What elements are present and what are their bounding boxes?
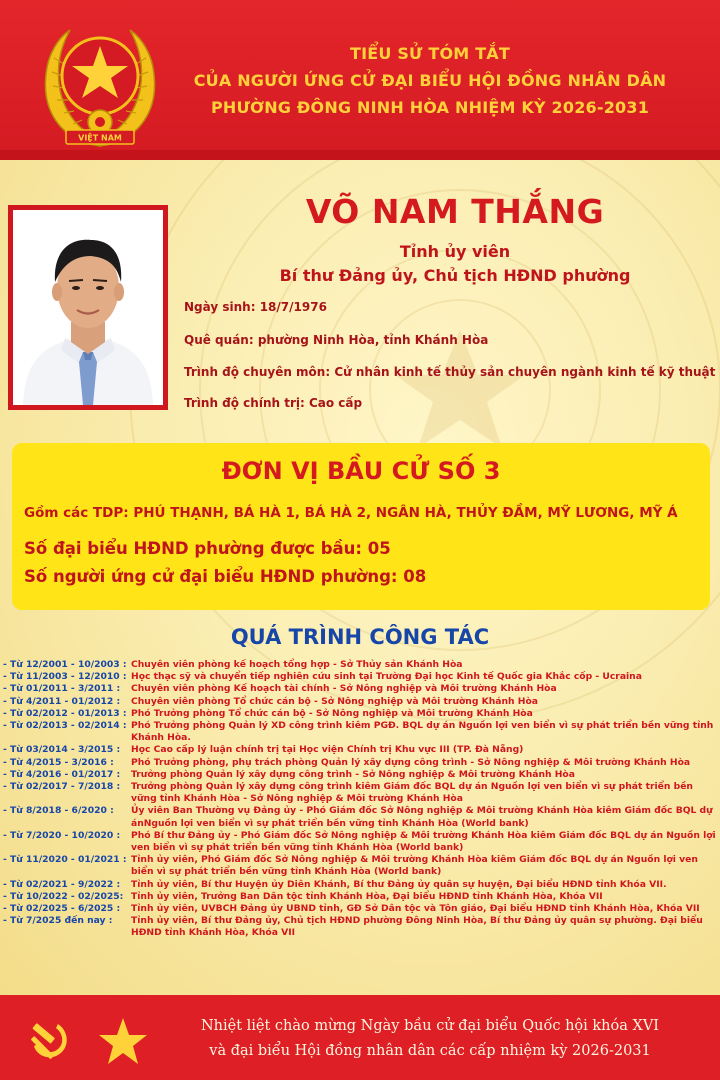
- career-list: [3, 659, 717, 940]
- portrait-icon: [13, 210, 163, 405]
- career-item: [3, 830, 717, 854]
- career-description: Học thạc sỹ và chuyển tiếp nghiên cứu sinh tại Trường Đại học Kinh tế Quốc gia Khắc cốp - Ucraina: [131, 671, 642, 683]
- election-unit-box: [12, 443, 710, 610]
- career-period: - Từ 01/2011 - 3/2011 :: [3, 683, 121, 695]
- info-expertise-value: Cử nhân kinh tế thủy sản chuyên ngành kinh tế kỹ thuật: [334, 365, 716, 379]
- career-item: [3, 854, 717, 878]
- career-description: Chuyên viên phòng kế hoạch tổng hợp - Sở Thủy sản Khánh Hòa: [131, 659, 463, 670]
- career-period: - Từ 10/2022 - 02/2025:: [3, 890, 124, 902]
- hammer-sickle-icon: [28, 1018, 74, 1064]
- info-expertise-label: Trình độ chuyên môn:: [184, 365, 331, 379]
- career-item: [3, 659, 717, 671]
- career-description: Phó Trưởng phòng Quản lý XD công trình kiêm PGĐ. BQL dự án Nguồn lợi ven biển vì sự phát triển bền vững tỉnh Khánh Hòa.: [131, 720, 714, 744]
- career-description: Học Cao cấp lý luận chính trị tại Học viện Chính trị Khu vực III (TP. Đà Nẵng): [131, 744, 524, 756]
- career-period: - Từ 4/2016 - 01/2017 :: [3, 768, 121, 780]
- info-birth: [184, 300, 327, 314]
- career-item: [3, 903, 717, 915]
- career-period: - Từ 7/2025 đến nay :: [3, 915, 113, 927]
- emblem-ribbon-text: VIỆT NAM: [78, 133, 122, 143]
- election-unit-candidates: Số người ứng cử đại biểu HĐND phường: 08: [24, 567, 427, 586]
- career-period: - Từ 02/2025 - 6/2025 :: [3, 903, 121, 915]
- election-unit-title: ĐƠN VỊ BẦU CỬ SỐ 3: [221, 457, 501, 485]
- career-title: QUÁ TRÌNH CÔNG TÁC: [230, 625, 490, 649]
- election-unit-delegates: Số đại biểu HĐND phường được bầu: 05: [24, 539, 391, 558]
- career-item: [3, 769, 717, 781]
- national-emblem-icon: [38, 18, 162, 150]
- career-description: Tỉnh ủy viên, Trưởng Ban Dân tộc tỉnh Khánh Hòa, Đại biểu HĐND tỉnh Khánh Hòa, Khóa VII: [131, 890, 603, 902]
- info-birth-label: Ngày sinh:: [184, 300, 256, 314]
- career-item: [3, 683, 717, 695]
- footer-line-1: Nhiệt liệt chào mừng Ngày bầu cử đại biểu Quốc hội khóa XVI: [200, 1018, 660, 1034]
- star-icon: [97, 1016, 149, 1066]
- candidate-role-2: Bí thư Đảng ủy, Chủ tịch HĐND phường: [279, 266, 631, 285]
- career-item: [3, 720, 717, 744]
- career-period: - Từ 4/2015 - 3/2016 :: [3, 756, 114, 768]
- career-description: Tỉnh ủy viên, UVBCH Đảng ủy UBND tỉnh, GĐ Sở Dân tộc và Tôn giáo, Đại biểu HĐND tỉnh Khánh Hòa, Khóa VII: [131, 903, 700, 915]
- career-period: - Từ 02/2017 - 7/2018 :: [3, 781, 121, 793]
- info-politics: [184, 396, 362, 410]
- career-item: [3, 671, 717, 683]
- info-expertise: [184, 365, 715, 379]
- career-item: [3, 757, 717, 769]
- career-period: - Từ 11/2003 - 12/2010 :: [3, 671, 127, 683]
- career-item: [3, 744, 717, 756]
- election-unit-groups: Gồm các TDP: PHÚ THẠNH, BÁ HÀ 1, BÁ HÀ 2, NGÂN HÀ, THỦY ĐẦM, MỸ LƯƠNG, MỸ Á: [24, 505, 678, 521]
- info-hometown-value: phường Ninh Hòa, tỉnh Khánh Hòa: [257, 333, 489, 347]
- info-politics-label: Trình độ chính trị:: [184, 396, 305, 410]
- career-description: Tỉnh ủy viên, Bí thư Huyện ủy Diên Khánh, Bí thư Đảng ủy quân sự huyện, Đại biểu HĐND tỉnh Khóa VII.: [131, 878, 667, 890]
- career-item: [3, 781, 717, 805]
- career-period: - Từ 03/2014 - 3/2015 :: [3, 744, 121, 756]
- career-period: - Từ 02/2021 - 9/2022 :: [3, 878, 121, 890]
- career-description: Ủy viên Ban Thường vụ Đảng ủy - Phó Giám đốc Sở Nông nghiệp & Môi trường Khánh Hòa kiêm Giám đốc BQL dự ánNguồn lợi ven biển vì sự phát triển bền vững tỉnh Khánh Hòa (World bank): [131, 805, 713, 829]
- candidate-role-1: Tỉnh ủy viên: [399, 242, 511, 261]
- career-period: - Từ 8/2018 - 6/2020 :: [3, 805, 114, 817]
- candidate-photo-frame: [8, 205, 168, 410]
- career-period: - Từ 4/2011 - 01/2012 :: [3, 695, 121, 707]
- career-description: Phó Trưởng phòng, phụ trách phòng Quản lý xây dựng công trình - Sở Nông nghiệp & Môi trường Khánh Hòa: [131, 756, 691, 768]
- career-item: [3, 805, 717, 829]
- header-title-2: CỦA NGƯỜI ỨNG CỬ ĐẠI BIỂU HỘI ĐỒNG NHÂN DÂN: [193, 71, 667, 90]
- header-titles: [170, 40, 690, 121]
- career-period: - Từ 02/2013 - 02/2014 :: [3, 720, 127, 732]
- footer-line-2: và đại biểu Hội đồng nhân dân các cấp nhiệm kỳ 2026-2031: [209, 1043, 651, 1059]
- header-title-3: PHƯỜNG ĐÔNG NINH HÒA NHIỆM KỲ 2026-2031: [210, 98, 650, 117]
- career-period: - Từ 12/2001 - 10/2003 :: [3, 659, 127, 670]
- info-hometown: [184, 333, 488, 347]
- career-description: Trưởng phòng Quản lý xây dựng công trình kiêm Giám đốc BQL dự án Nguồn lợi ven biển vì sự phát triển bền vững tỉnh Khánh Hòa - Sở Nông nghiệp & Môi trường Khánh Hòa: [131, 781, 693, 805]
- career-item: [3, 708, 717, 720]
- career-period: - Từ 7/2020 - 10/2020 :: [3, 829, 121, 841]
- career-period: - Từ 11/2020 - 01/2021 :: [3, 854, 127, 866]
- candidate-name: VÕ NAM THẮNG: [305, 192, 605, 231]
- header-title-1: TIỂU SỬ TÓM TẮT: [349, 44, 511, 63]
- career-description: Trưởng phòng Quản lý xây dựng công trình - Sở Nông nghiệp & Môi trường Khánh Hòa: [131, 768, 575, 780]
- career-item: [3, 696, 717, 708]
- career-description: Chuyên viên phòng Tổ chức cán bộ - Sở Nông nghiệp và Môi trường Khánh Hòa: [131, 695, 538, 707]
- career-description: Tỉnh ủy viên, Phó Giám đốc Sở Nông nghiệp & Môi trường Khánh Hòa kiêm Giám đốc BQL dự án Nguồn lợi ven biển vì sự phát triển bền vững tỉnh Khánh Hòa (World bank): [131, 854, 698, 878]
- info-politics-value: Cao cấp: [308, 396, 363, 410]
- info-hometown-label: Quê quán:: [184, 333, 254, 347]
- career-description: Phó Trưởng phòng Tổ chức cán bộ - Sở Nông nghiệp và Môi trường Khánh Hòa: [131, 707, 533, 719]
- candidate-photo: [13, 210, 163, 405]
- career-description: Tỉnh ủy viên, Bí thư Đảng ủy, Chủ tịch HĐND phường Đông Ninh Hòa, Bí thư Đảng ủy quân sự phường. Đại biểu HĐND tỉnh Khánh Hòa, Khóa VII: [131, 915, 703, 939]
- info-birth-value: 18/7/1976: [259, 300, 327, 314]
- career-item: [3, 915, 717, 939]
- career-period: - Từ 02/2012 - 01/2013 :: [3, 707, 127, 719]
- footer-text: [150, 1014, 710, 1064]
- career-item: [3, 891, 717, 903]
- career-item: [3, 879, 717, 891]
- career-description: Chuyên viên phòng Kế hoạch tài chính - Sở Nông nghiệp và Môi trường Khánh Hòa: [131, 683, 557, 695]
- career-description: Phó Bí thư Đảng ủy - Phó Giám đốc Sở Nông nghiệp & Môi trường Khánh Hòa kiêm Giám đốc BQL dự án Nguồn lợi ven biển vì sự phát triển bền vững tỉnh Khánh Hòa (World bank): [131, 829, 716, 854]
